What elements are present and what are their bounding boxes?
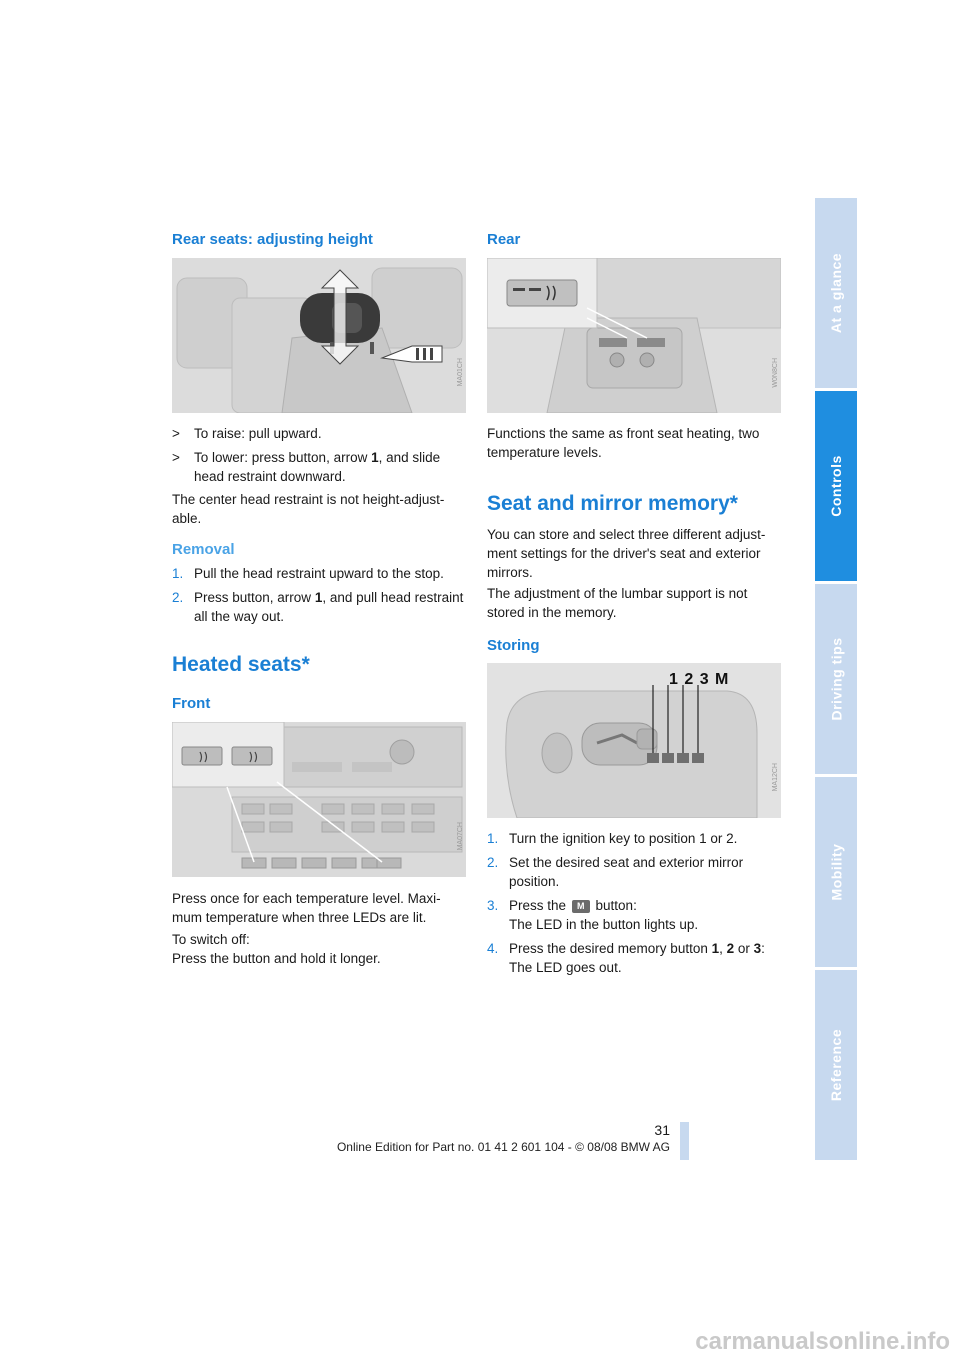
list-item: 1. Turn the ignition key to position 1 or 2. bbox=[487, 831, 738, 846]
figure-code: MA01CH bbox=[457, 358, 464, 387]
tab-reference[interactable]: Reference bbox=[815, 970, 857, 1160]
switch-off-text: To switch off: Press the button and hold it longer. bbox=[172, 932, 381, 966]
list-item: > To lower: press button, arrow 1, and slide head restraint downward. bbox=[172, 450, 441, 484]
heated-seats-heading: Heated seats* bbox=[172, 653, 310, 676]
memory-button-labels: 1 2 3 M bbox=[669, 671, 730, 688]
tab-driving-tips[interactable]: Driving tips bbox=[815, 584, 857, 774]
list-item: 4. Press the desired memory button 1, 2 or 3: The LED goes out. bbox=[487, 941, 765, 975]
page-number-bar bbox=[680, 1122, 689, 1160]
head-restraint-illustration bbox=[172, 258, 466, 413]
chapter-tabs bbox=[815, 198, 857, 1160]
figure-head-restraint bbox=[172, 258, 466, 413]
storing-steps bbox=[487, 829, 787, 977]
tab-at-a-glance[interactable]: At a glance bbox=[815, 198, 857, 388]
removal-steps bbox=[172, 564, 467, 626]
front-heating-illustration bbox=[172, 722, 466, 877]
storing-heading: Storing bbox=[487, 637, 540, 654]
figure-memory-buttons bbox=[487, 663, 781, 818]
figure-code: W0N8CH bbox=[772, 358, 779, 388]
list-item: 2. Set the desired seat and exterior mirror position. bbox=[487, 855, 744, 889]
memory-p1: You can store and select three different adjust-ment settings for the driver's seat and exterior mirrors. bbox=[487, 527, 766, 580]
rear-heading: Rear bbox=[487, 231, 521, 248]
height-adjust-list bbox=[172, 424, 467, 486]
press-once-text: Press once for each temperature level. Maxi-mum temperature when three LEDs are lit. bbox=[172, 891, 441, 925]
page-number: 31 bbox=[654, 1122, 670, 1138]
list-item: 2. Press button, arrow 1, and pull head restraint all the way out. bbox=[172, 590, 464, 624]
list-item: 3. Press the M button: The LED in the button lights up. bbox=[487, 898, 699, 932]
removal-heading: Removal bbox=[172, 541, 235, 558]
rear-text: Functions the same as front seat heating, two temperature levels. bbox=[487, 426, 760, 460]
memory-heading: Seat and mirror memory* bbox=[487, 492, 738, 515]
tab-mobility[interactable]: Mobility bbox=[815, 777, 857, 967]
figure-code: MA12CH bbox=[772, 763, 779, 792]
tab-controls[interactable]: Controls bbox=[815, 391, 857, 581]
figure-code: MA07CH bbox=[457, 822, 464, 851]
front-heading: Front bbox=[172, 695, 211, 712]
figure-rear-heating bbox=[487, 258, 781, 413]
rear-seats-heading: Rear seats: adjusting height bbox=[172, 231, 373, 248]
center-note: The center head restraint is not height-adjust-able. bbox=[172, 492, 445, 526]
edition-note: Online Edition for Part no. 01 41 2 601 104 - © 08/08 BMW AG bbox=[336, 1140, 670, 1154]
rear-heating-illustration bbox=[487, 258, 781, 413]
memory-p2: The adjustment of the lumbar support is not stored in the memory. bbox=[487, 586, 748, 620]
figure-front-heating bbox=[172, 722, 466, 877]
list-item: > To raise: pull upward. bbox=[172, 426, 322, 441]
memory-m-button-icon: M bbox=[572, 900, 590, 913]
list-item: 1. Pull the head restraint upward to the stop. bbox=[172, 566, 444, 581]
memory-buttons-illustration bbox=[487, 663, 781, 818]
watermark: carmanualsonline.info bbox=[695, 1328, 950, 1355]
